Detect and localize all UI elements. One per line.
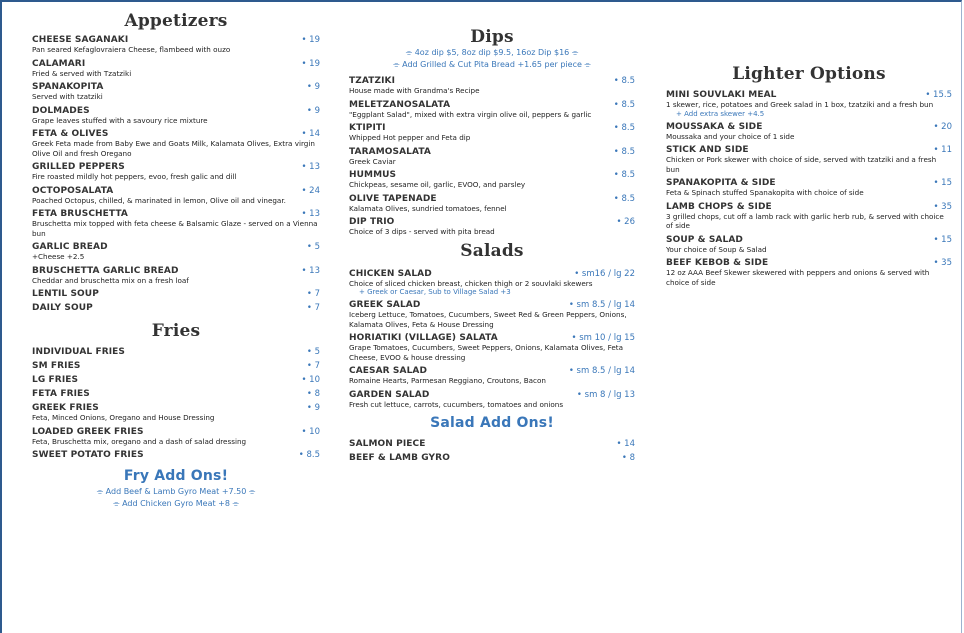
menu-item-name: BRUSCHETTA GARLIC BREAD: [32, 265, 179, 276]
menu-item-row: [349, 76, 635, 86]
menu-item-row: [32, 106, 320, 116]
menu-item: [666, 258, 952, 287]
menu-item-row: [666, 122, 952, 132]
menu-item-name: FETA & OLIVES: [32, 129, 109, 139]
menu-item: [349, 390, 635, 410]
menu-item-price: • 20: [933, 121, 952, 132]
salad-addons-heading: Salad Add Ons!: [430, 415, 554, 431]
menu-item-price: • 11: [933, 145, 952, 155]
salads-list: [349, 269, 635, 410]
fry-addon-note: ⌯ Add Beef & Lamb Gyro Meat +7.50 ⌯: [96, 487, 256, 496]
dips-note: ⌯ Add Grilled & Cut Pita Bread +1.65 per piece ⌯: [393, 60, 591, 69]
menu-item-price: • 9: [306, 403, 320, 413]
menu-item-name: HUMMUS: [349, 170, 397, 180]
menu-item-price: • 14: [616, 439, 635, 449]
menu-item: [666, 90, 952, 118]
menu-item: [349, 300, 635, 329]
menu-item: [666, 122, 952, 142]
menu-item-name: CALAMARI: [32, 58, 86, 69]
menu-item-name: MOUSSAKA & SIDE: [666, 121, 763, 132]
menu-item-price: • 7: [306, 289, 320, 299]
menu-item-name: SPANAKOPITA: [32, 82, 104, 92]
menu-item-price: • 8.5: [613, 170, 635, 180]
menu-item-price: • 19: [301, 35, 320, 45]
menu-item: [349, 100, 635, 120]
menu-item: [666, 235, 952, 255]
menu-item: [32, 186, 320, 206]
menu-item-price: • 10: [301, 375, 320, 385]
menu-item: [32, 106, 320, 126]
menu-item-description: "Eggplant Salad", mixed with extra virgin olive oil, peppers & garlic: [349, 109, 592, 119]
menu-item-name: CHEESE SAGANAKI: [32, 35, 129, 45]
menu-item-description: 3 grilled chops, cut off a lamb rack with garlic herb rub, & served with choice of side: [666, 211, 944, 230]
menu-item-price: • 9: [306, 82, 320, 92]
menu-item-name: LOADED GREEK FRIES: [32, 426, 144, 437]
menu-item-price: • sm 8.5 / lg 14: [568, 300, 635, 310]
menu-item-name: KTIPITI: [349, 123, 386, 133]
menu-item: [349, 366, 635, 386]
menu-item: [349, 453, 635, 463]
menu-item-name: GARDEN SALAD: [349, 389, 430, 400]
menu-item: [349, 333, 635, 362]
menu-item-row: [349, 194, 635, 204]
menu-item-description: Iceberg Lettuce, Tomatoes, Cucumbers, Sweet Red & Green Peppers, Onions, Kalamata Olives, Feta & House Dressing: [349, 310, 627, 329]
menu-item: [349, 194, 635, 214]
dips-list: [349, 76, 635, 237]
column-right: [666, 64, 952, 291]
menu-item-row: [32, 129, 320, 139]
menu-item: [32, 129, 320, 158]
menu-item-description: Greek Caviar: [349, 156, 396, 166]
menu-item-row: [666, 202, 952, 212]
menu-item-description: Grape leaves stuffed with a savoury rice mixture: [32, 115, 208, 125]
menu-item-name: DAILY SOUP: [32, 303, 93, 313]
menu-item-name: LENTIL SOUP: [32, 289, 99, 299]
menu-item-row: [349, 170, 635, 180]
menu-item-description: Whipped Hot pepper and Feta dip: [349, 133, 471, 142]
dips-note: ⌯ 4oz dip $5, 8oz dip $9.5, 16oz Dip $16 ⌯: [405, 48, 579, 57]
menu-item-description: +Cheese +2.5: [32, 252, 85, 261]
menu-item-name: FETA FRIES: [32, 389, 90, 399]
menu-item-description: Grape Tomatoes, Cucumbers, Sweet Peppers, Onions, Kalamata Olives, Feta Cheese, EVOO & house dressing: [349, 343, 623, 362]
menu-item-description: Poached Octopus, chilled, & marinated in lemon, Olive oil and vinegar.: [32, 195, 286, 205]
menu-item-note: + Greek or Caesar, Sub to Village Salad +3: [359, 288, 511, 296]
menu-item-name: SWEET POTATO FRIES: [32, 450, 144, 460]
menu-item-price: • 14: [301, 129, 320, 139]
menu-item-row: [349, 123, 635, 133]
menu-item-description: Choice of 3 dips - served with pita bread: [349, 227, 495, 236]
menu-item-price: • 5: [306, 347, 320, 357]
menu-item-price: • 7: [306, 303, 320, 313]
menu-item-price: • 24: [301, 185, 320, 196]
menu-item-row: [32, 35, 320, 45]
menu-item-description: Moussaka and your choice of 1 side: [666, 131, 795, 141]
menu-item-row: [32, 209, 320, 219]
menu-item-row: [32, 375, 320, 385]
menu-item-description: 12 oz AAA Beef Skewer skewered with peppers and onions & served with choice of side: [666, 268, 930, 287]
menu-item-price: • 8.5: [298, 450, 320, 460]
menu-item-description: Feta, Bruschetta mix, oregano and a dash of salad dressing: [32, 436, 247, 446]
salad-addons-list: [349, 439, 635, 463]
menu-item-row: [32, 389, 320, 399]
menu-item-price: • 15: [933, 178, 952, 188]
menu-item-row: [32, 162, 320, 172]
menu-item-row: [32, 242, 320, 252]
menu-item-price: • 13: [301, 162, 320, 172]
menu-item-row: [32, 59, 320, 69]
menu-item-description: Fried & served with Tzatziki: [32, 68, 132, 78]
menu-item-name: OLIVE TAPENADE: [349, 193, 437, 204]
menu-item-description: Fire roasted mildly hot peppers, evoo, fresh galic and dill: [32, 172, 237, 181]
menu-item-name: SPANAKOPITA & SIDE: [666, 178, 776, 188]
fries-heading: Fries: [151, 321, 201, 341]
menu-item: [32, 35, 320, 55]
menu-item: [32, 347, 320, 357]
menu-item-price: • 19: [301, 58, 320, 69]
menu-item-description: Served with tzatziki: [32, 92, 103, 101]
menu-item-price: • 8.5: [613, 146, 635, 157]
menu-item-note: + Add extra skewer +4.5: [676, 109, 765, 118]
menu-item-price: • 7: [306, 361, 320, 371]
menu-item-price: • 13: [301, 209, 320, 219]
menu-item-name: SM FRIES: [32, 361, 81, 371]
menu-item-name: GREEK FRIES: [32, 403, 99, 413]
menu-item: [32, 162, 320, 182]
menu-item-row: [349, 453, 635, 463]
menu-item-name: GRILLED PEPPERS: [32, 162, 125, 172]
menu-item-row: [32, 82, 320, 92]
menu-item-row: [349, 366, 635, 376]
appetizers-heading: Appetizers: [124, 11, 228, 31]
menu-item-row: [666, 258, 952, 268]
menu-item-name: STICK AND SIDE: [666, 145, 749, 155]
menu-item: [349, 170, 635, 190]
menu-item-row: [349, 100, 635, 110]
menu-item-price: • 13: [301, 265, 320, 276]
menu-item-row: [349, 300, 635, 310]
menu-item-price: • 15.5: [925, 90, 952, 100]
menu-item-description: Bruschetta mix topped with feta cheese & Balsamic Glaze - served on a Vienna bun: [32, 219, 318, 238]
menu-item-row: [32, 427, 320, 437]
menu-item-price: • 8: [621, 453, 635, 463]
menu-item-row: [32, 403, 320, 413]
menu-item-name: HORIATIKI (VILLAGE) SALATA: [349, 333, 498, 343]
menu-item-name: TARAMOSALATA: [349, 146, 431, 157]
menu-item-description: House made with Grandma's Recipe: [349, 86, 480, 95]
menu-item-price: • 8.5: [613, 193, 635, 204]
menu-item-description: 1 skewer, rice, potatoes and Greek salad in 1 box, tzatziki and a fresh bun: [666, 100, 934, 109]
menu-item-description: Chicken or Pork skewer with choice of side, served with tzatziki and a fresh bun: [666, 155, 937, 174]
menu-item-description: Choice of sliced chicken breast, chicken thigh or 2 souvlaki skewers: [349, 278, 593, 288]
menu-item-row: [666, 145, 952, 155]
menu-item: [349, 123, 635, 143]
column-middle: [349, 27, 635, 467]
menu-item: [32, 82, 320, 102]
menu-item-name: GARLIC BREAD: [32, 242, 108, 252]
lighter-options-heading: Lighter Options: [732, 64, 886, 84]
menu-item-description: Pan seared Kefaglovraiera Cheese, flambeed with ouzo: [32, 45, 231, 54]
menu-item-name: LAMB CHOPS & SIDE: [666, 201, 772, 212]
menu-item: [32, 427, 320, 447]
appetizers-list: [32, 35, 320, 313]
menu-item-price: • sm 8 / lg 13: [576, 389, 635, 400]
menu-item-price: • 35: [933, 258, 952, 268]
salads-heading: Salads: [460, 240, 524, 261]
menu-item-name: MINI SOUVLAKI MEAL: [666, 90, 777, 100]
menu-item-row: [32, 361, 320, 371]
menu-item-name: DOLMADES: [32, 105, 90, 116]
menu-item: [32, 375, 320, 385]
menu-item-row: [32, 289, 320, 299]
fries-list: [32, 347, 320, 460]
menu-item-description: Feta & Spinach stuffed Spanakopita with choice of side: [666, 188, 864, 197]
lighter-options-list: [666, 90, 952, 287]
menu-item-name: INDIVIDUAL FRIES: [32, 347, 126, 357]
menu-item-description: Fresh cut lettuce, carrots, cucumbers, tomatoes and onions: [349, 399, 564, 409]
dips-heading: Dips: [470, 27, 514, 47]
menu-item-price: • 10: [301, 426, 320, 437]
menu-item: [349, 269, 635, 297]
menu-item-price: • 5: [306, 242, 320, 252]
menu-item-row: [349, 147, 635, 157]
menu-item: [32, 209, 320, 238]
menu-item: [32, 450, 320, 460]
menu-item-description: Romaine Hearts, Parmesan Reggiano, Croutons, Bacon: [349, 376, 546, 385]
menu-item-name: SALMON PIECE: [349, 439, 426, 449]
menu-item-price: • 26: [616, 217, 635, 227]
menu-item: [349, 76, 635, 96]
menu-item-row: [349, 269, 635, 279]
menu-item-description: Your choice of Soup & Salad: [666, 244, 767, 254]
menu-item-description: Kalamata Olives, sundried tomatoes, fennel: [349, 203, 507, 213]
menu-item-name: MELETZANOSALATA: [349, 99, 451, 110]
fry-addon-note: ⌯ Add Chicken Gyro Meat +8 ⌯: [113, 499, 239, 508]
menu-item-row: [32, 266, 320, 276]
menu-item-description: Cheddar and bruschetta mix on a fresh loaf: [32, 275, 189, 285]
menu-item: [32, 389, 320, 399]
menu-item-row: [32, 303, 320, 313]
menu-item: [666, 145, 952, 174]
menu-item: [32, 361, 320, 371]
menu-item-name: FETA BRUSCHETTA: [32, 209, 128, 219]
menu-item-row: [349, 217, 635, 227]
menu-item-name: CAESAR SALAD: [349, 366, 428, 376]
menu-item: [32, 266, 320, 286]
menu-item-description: Feta, Minced Onions, Oregano and House Dressing: [32, 413, 215, 422]
menu-item-name: CHICKEN SALAD: [349, 268, 432, 279]
menu-item-name: TZATZIKI: [349, 76, 396, 86]
menu-item-row: [666, 235, 952, 245]
menu-item-price: • sm 10 / lg 15: [571, 333, 635, 343]
menu-item-name: OCTOPOSALATA: [32, 185, 114, 196]
menu-item-price: • 35: [933, 201, 952, 212]
menu-item-row: [349, 390, 635, 400]
menu-item: [349, 147, 635, 167]
menu-item-name: SOUP & SALAD: [666, 234, 743, 245]
menu-item-price: • 9: [306, 105, 320, 116]
menu-item-price: • 8: [306, 389, 320, 399]
menu-item-price: • 8.5: [613, 99, 635, 110]
fry-addons-heading: Fry Add Ons!: [123, 468, 229, 484]
menu-item: [666, 178, 952, 198]
menu-item-row: [32, 186, 320, 196]
menu-item-row: [666, 90, 952, 100]
menu-item-price: • 8.5: [613, 123, 635, 133]
menu-item-name: BEEF KEBOB & SIDE: [666, 258, 769, 268]
menu-item-row: [32, 450, 320, 460]
menu-item-description: Greek Feta made from Baby Ewe and Goats Milk, Kalamata Olives, Extra virgin Olive Oil and fresh Oregano: [32, 139, 315, 158]
menu-item: [32, 242, 320, 262]
menu-item: [32, 59, 320, 79]
menu-item: [32, 403, 320, 423]
menu-item: [349, 439, 635, 449]
menu-item-row: [349, 333, 635, 343]
menu-item-name: LG FRIES: [32, 375, 79, 385]
menu-item-row: [32, 347, 320, 357]
menu-item-price: • 15: [933, 234, 952, 245]
menu-item-row: [666, 178, 952, 188]
menu-item-price: • sm16 / lg 22: [574, 268, 635, 279]
menu-item-price: • sm 8.5 / lg 14: [568, 366, 635, 376]
menu-item: [349, 217, 635, 237]
menu-item-description: Chickpeas, sesame oil, garlic, EVOO, and parsley: [349, 180, 526, 189]
menu-item-row: [349, 439, 635, 449]
column-left: [32, 11, 320, 510]
menu-item-name: DIP TRIO: [349, 217, 395, 227]
menu-item-name: GREEK SALAD: [349, 300, 421, 310]
menu-item-name: BEEF & LAMB GYRO: [349, 453, 450, 463]
menu-item: [32, 289, 320, 299]
menu-item: [666, 202, 952, 231]
menu-item-price: • 8.5: [613, 76, 635, 86]
menu-item: [32, 303, 320, 313]
